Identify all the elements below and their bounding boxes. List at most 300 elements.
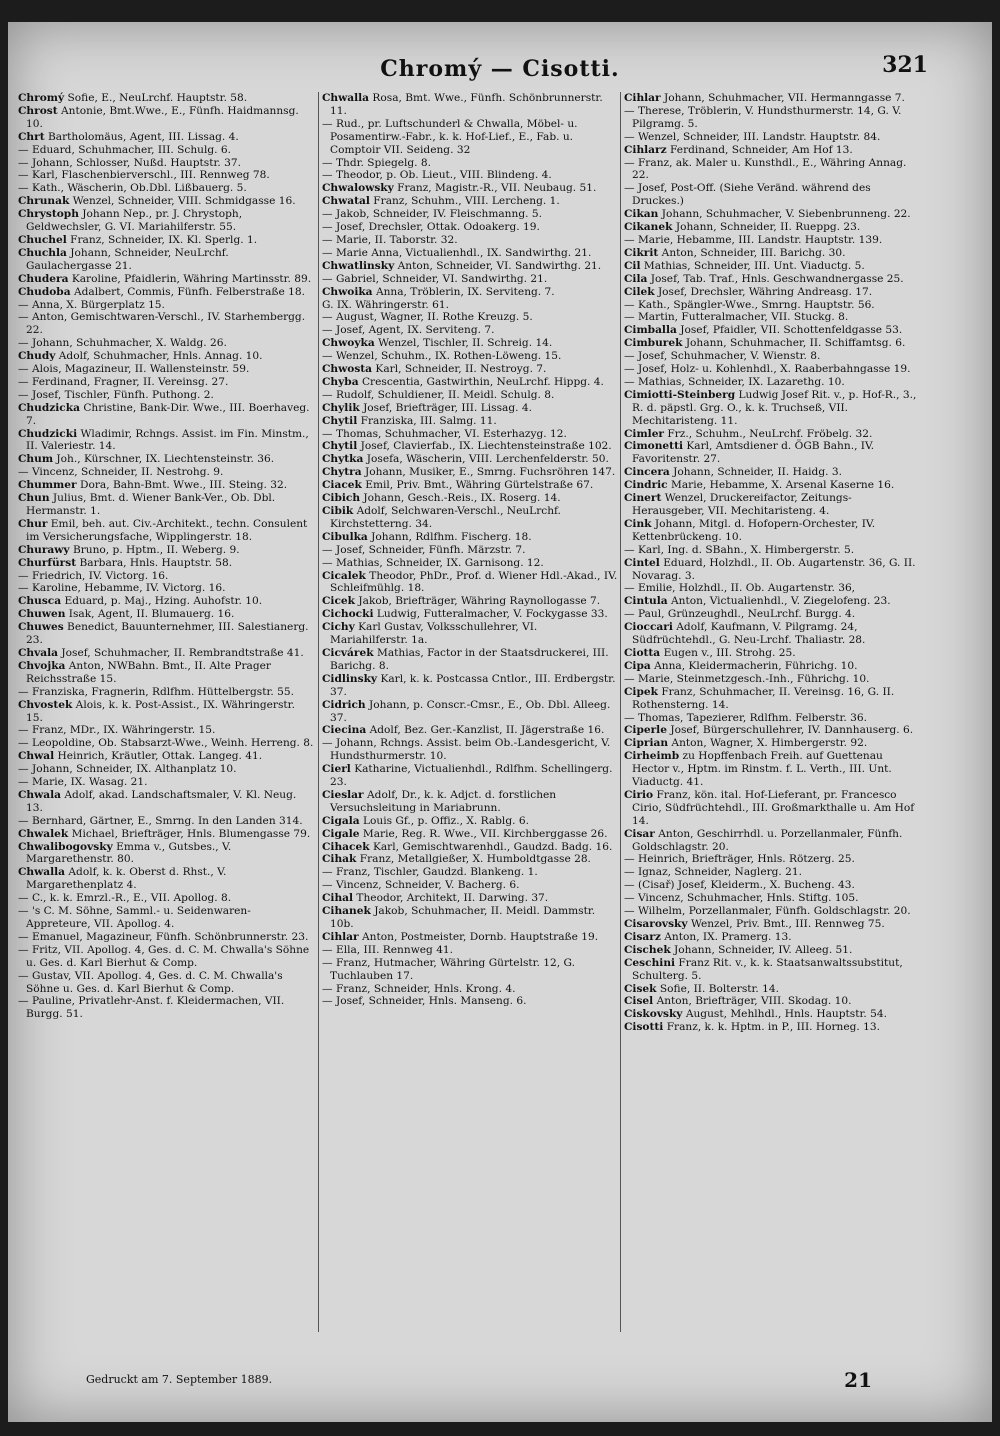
entry-details: zu Hopffenbach Freih. auf Guettenau Hector v., Hptm. im Rinstm. f. L. Verth., III. Unt. Viaductg. 41.: [632, 750, 892, 789]
entry-details: — Mathias, Schneider, IX. Garnisong. 12.: [322, 556, 544, 569]
entry-details: Adolf, Schuhmacher, Hnls. Annag. 10.: [58, 350, 263, 363]
directory-entry: [322, 853, 618, 866]
directory-entry: [624, 208, 920, 221]
directory-entry: [322, 892, 618, 905]
entry-details: — Vincenz, Schneider, II. Nestrohg. 9.: [18, 466, 224, 479]
directory-entry: [624, 363, 920, 376]
entry-details: Johann, Gesch.-Reis., IX. Roserg. 14.: [363, 492, 561, 505]
entry-surname: Cihak: [322, 853, 357, 866]
directory-entry: [18, 841, 314, 867]
entry-details: Eduard, p. Maj., Hzing. Auhofstr. 10.: [64, 595, 263, 608]
entry-surname: Cintel: [624, 556, 660, 569]
directory-entry: [322, 466, 618, 479]
entry-surname: Cimburek: [624, 337, 683, 350]
entry-surname: Chytil: [322, 440, 358, 453]
entry-surname: Cibik: [322, 505, 354, 517]
directory-entry: [624, 324, 920, 337]
directory-entry: [624, 492, 920, 518]
entry-details: — Kath., Wäscherin, Ob.Dbl. Lißbauerg. 5.: [18, 182, 247, 195]
entry-details: — Thomas, Tapezierer, Rdlfhm. Felberstr. 36.: [624, 711, 867, 724]
directory-entry: [18, 492, 314, 518]
directory-entry: [18, 789, 314, 815]
entry-surname: Chwoyka: [322, 337, 375, 350]
directory-entry: [322, 957, 618, 983]
directory-entry: [624, 428, 920, 441]
directory-entry: [624, 544, 920, 557]
entry-details: — Anton, Gemischtwaren-Verschl., IV. Starhembergg. 22.: [18, 311, 306, 337]
entry-details: G. IX. Währingerstr. 61.: [322, 298, 449, 311]
entry-details: — Marie, Steinmetzgesch.-Inh., Führichg. 10.: [624, 672, 870, 685]
entry-details: — Alois, Magazineur, II. Wallensteinstr. 59.: [18, 363, 250, 376]
entry-surname: Cila: [624, 272, 648, 285]
directory-entry: [18, 453, 314, 466]
directory-entry: [18, 647, 314, 660]
entry-surname: Chudzicki: [18, 427, 78, 440]
entry-surname: Cimonetti: [624, 440, 683, 453]
entry-details: — Josef, Agent, IX. Serviteng. 7.: [322, 324, 495, 337]
directory-entry: [624, 866, 920, 879]
entry-details: Adolf, Dr., k. k. Adjct. d. forstlichen Versuchsleitung in Mariabrunn.: [330, 788, 557, 814]
directory-entry: [322, 479, 618, 492]
directory-entry: [322, 299, 618, 312]
directory-entry: [18, 866, 314, 892]
directory-entry: [18, 299, 314, 312]
entry-surname: Cipek: [624, 685, 658, 698]
directory-entry: [322, 453, 618, 466]
entry-details: — Josef, Holz- u. Kohlenhdl., X. Raaberbahngasse 19.: [624, 363, 911, 376]
directory-entry: [18, 234, 314, 247]
entry-details: — Gabriel, Schneider, VI. Sandwirthg. 21.: [322, 272, 548, 285]
entry-details: — Rud., pr. Luftschunderl & Chwalla, Möbel- u. Posamentirw.-Fabr., k. k. Hof-Lief., E., Fab. u. Comptoir VII. Seideng. 32: [322, 117, 578, 156]
directory-entry: [322, 157, 618, 170]
entry-details: Benedict, Bauunternehmer, III. Salestianerg. 23.: [26, 621, 309, 647]
entry-surname: Ciecina: [322, 724, 367, 737]
directory-entry: [18, 286, 314, 299]
directory-entry: [18, 544, 314, 557]
directory-entry: [322, 608, 618, 621]
entry-details: — Karl, Ing. d. SBahn., X. Himbergerstr. 5.: [624, 543, 855, 556]
entry-details: Louis Gf., p. Offiz., X. Rablg. 6.: [363, 814, 529, 827]
entry-details: Franz Rit. v., k. k. Staatsanwaltssubstitut, Schulterg. 5.: [632, 956, 903, 982]
entry-details: — Vincenz, Schneider, V. Bacherg. 6.: [322, 879, 520, 892]
entry-surname: Cikanek: [624, 221, 673, 234]
directory-entry: [18, 363, 314, 376]
entry-details: Wenzel, Priv. Bmt., III. Rennweg 75.: [690, 918, 885, 930]
entry-details: — Paul, Grünzeughdl., NeuLrchf. Burgg. 4.: [624, 608, 856, 621]
entry-details: Dora, Bahn-Bmt. Wwe., III. Steing. 32.: [79, 479, 288, 492]
directory-entry: [624, 299, 920, 312]
directory-entry: [18, 337, 314, 350]
entry-surname: Chwalla: [18, 866, 66, 879]
directory-entry: [18, 621, 314, 647]
entry-surname: Cicek: [322, 595, 355, 608]
entry-surname: Chusca: [18, 595, 62, 608]
entry-surname: Cihlar: [624, 92, 661, 104]
directory-entry: [322, 273, 618, 286]
entry-surname: Cisarovsky: [624, 918, 688, 930]
entry-surname: Cipa: [624, 659, 651, 672]
entry-surname: Cikrit: [624, 246, 659, 259]
directory-entry: [624, 311, 920, 324]
column-3: [624, 92, 920, 1342]
directory-entry: [18, 208, 314, 234]
directory-entry: [322, 931, 618, 944]
directory-entry: [624, 273, 920, 286]
entry-details: Franz, Schuhm., VIII. Lercheng. 1.: [373, 195, 560, 208]
entry-details: Mathias, Schneider, III. Unt. Viaductg. 5.: [643, 259, 865, 272]
entry-details: Ludwig Josef Rit. v., p. Hof-R., 3., R. d. päpstl. Grg. O., k. k. Truchseß, VII. Mechitaristeng. 11.: [632, 388, 917, 427]
directory-entry: [322, 415, 618, 428]
entry-surname: Cischek: [624, 943, 671, 956]
entry-details: — Thomas, Schuhmacher, VI. Esterhazyg. 12.: [322, 427, 567, 440]
entry-details: — Marie, Hebamme, III. Landstr. Hauptstr. 139.: [624, 233, 883, 246]
entry-surname: Cimiotti-Steinberg: [624, 388, 736, 401]
entry-details: Anton, Wagner, X. Himbergerstr. 92.: [671, 737, 868, 750]
entry-surname: Cimler: [624, 427, 665, 440]
directory-entry: [624, 905, 920, 918]
entry-details: Adolf, Bez. Ger.-Kanzlist, II. Jägerstraße 16.: [369, 724, 605, 737]
entry-details: Franz, Schneider, IX. Kl. Sperlg. 1.: [70, 233, 258, 246]
entry-details: Johann, p. Conscr.-Cmsr., E., Ob. Dbl. Alleeg. 37.: [330, 698, 611, 724]
entry-details: — Emanuel, Magazineur, Fünfh. Schönbrunnerstr. 23.: [18, 930, 309, 943]
directory-entry: [322, 260, 618, 273]
entry-surname: Chwala: [18, 788, 62, 801]
entry-details: Ferdinand, Schneider, Am Hof 13.: [670, 143, 853, 156]
directory-entry: [18, 350, 314, 363]
entry-surname: Cihacek: [322, 840, 370, 853]
entry-details: Bartholomäus, Agent, III. Lissag. 4.: [47, 130, 239, 143]
entry-details: Johann, Musiker, E., Smrng. Fuchsröhren 147.: [365, 466, 616, 479]
entry-surname: Cihanek: [322, 905, 371, 918]
entry-details: — Johann, Schuhmacher, X. Waldg. 26.: [18, 337, 227, 350]
directory-entry: [18, 750, 314, 763]
entry-details: Barbara, Hnls. Hauptstr. 58.: [79, 556, 233, 569]
entry-surname: Cirheimb: [624, 750, 680, 763]
entry-details: August, Mehlhdl., Hnls. Hauptstr. 54.: [685, 1008, 887, 1021]
entry-details: — Franz, Tischler, Gaudzd. Blankeng. 1.: [322, 866, 538, 879]
directory-entry: [322, 763, 618, 789]
entry-details: — Leopoldine, Ob. Stabsarzt-Wwe., Weinh. Herreng. 8.: [18, 737, 314, 750]
entry-surname: Chwal: [18, 750, 55, 763]
directory-entry: [18, 724, 314, 737]
directory-entry: [624, 557, 920, 583]
entry-details: Karoline, Pfaidlerin, Währing Martinsstr. 89.: [71, 272, 312, 285]
entry-details: — Franz, Hutmacher, Währing Gürtelstr. 12, G. Tuchlauben 17.: [322, 956, 575, 982]
entry-surname: Chum: [18, 453, 54, 466]
directory-entry: [624, 1021, 920, 1034]
entry-details: — August, Wagner, II. Rothe Kreuzg. 5.: [322, 311, 533, 324]
entry-surname: Ciskovsky: [624, 1008, 683, 1021]
entry-details: Isak, Agent, II. Blumauerg. 16.: [68, 608, 235, 621]
entry-details: Johann, Rdlfhm. Fischerg. 18.: [371, 530, 532, 543]
entry-details: Joh., Kürschner, IX. Liechtensteinstr. 36.: [56, 453, 275, 466]
directory-entry: [18, 479, 314, 492]
entry-details: Christine, Bank-Dir. Wwe., III. Boerhaveg. 7.: [26, 401, 310, 427]
entry-surname: Chyba: [322, 375, 359, 388]
entry-details: Johann, Schneider, IV. Alleeg. 51.: [674, 943, 853, 956]
directory-entry: [18, 763, 314, 776]
directory-entry: [322, 841, 618, 854]
entry-surname: Chrost: [18, 104, 58, 117]
entry-details: Johann, Schuhmacher, VII. Hermanngasse 7.: [664, 92, 905, 104]
entry-details: Josef, Drechsler, Währing Andreasg. 17.: [657, 285, 873, 298]
directory-entry: [322, 376, 618, 389]
page-number: 321: [882, 52, 928, 78]
entry-details: Franz, Metallgießer, X. Humboldtgasse 28.: [359, 853, 591, 866]
entry-details: Anton, Briefträger, VIII. Skodag. 10.: [656, 995, 852, 1008]
directory-entry: [322, 92, 618, 118]
directory-entry: [322, 247, 618, 260]
directory-entry: [322, 208, 618, 221]
entry-details: Anton, Schneider, VI. Sandwirthg. 21.: [397, 259, 602, 272]
entry-surname: Ciperle: [624, 724, 667, 737]
entry-details: Crescentia, Gastwirthin, NeuLrchf. Hippg. 4.: [361, 375, 604, 388]
entry-details: Franz, Magistr.-R., VII. Neubaug. 51.: [397, 182, 597, 195]
entry-surname: Cicalek: [322, 569, 366, 582]
directory-entry: [18, 737, 314, 750]
entry-details: — Wenzel, Schneider, III. Landstr. Hauptstr. 84.: [624, 130, 881, 143]
entry-details: Emil, beh. aut. Civ.-Architekt., techn. Consulent im Versicherungsfache, Wipplingerstr. 18.: [26, 517, 308, 543]
entry-details: Josef, Bürgerschullehrer, IV. Dannhauserg. 6.: [670, 724, 914, 737]
entry-surname: Cimballa: [624, 324, 677, 337]
directory-entry: [624, 750, 920, 789]
entry-details: — Franziska, Fragnerin, Rdlfhm. Hüttelbergstr. 55.: [18, 685, 294, 698]
directory-entry: [624, 337, 920, 350]
directory-entry: [624, 479, 920, 492]
entry-surname: Cigala: [322, 814, 360, 827]
directory-entry: [624, 376, 920, 389]
directory-entry: [322, 944, 618, 957]
entry-details: Karl, Amtsdiener d. ÖGB Bahn., IV. Favoritenstr. 27.: [632, 440, 875, 466]
directory-entry: [322, 866, 618, 879]
directory-entry: [322, 557, 618, 570]
entry-details: — Vincenz, Schuhmacher, Hnls. Stiftg. 105.: [624, 892, 859, 905]
directory-entry: [624, 892, 920, 905]
signature-mark: 21: [844, 1368, 872, 1392]
entry-details: — Ferdinand, Fragner, II. Vereinsg. 27.: [18, 375, 229, 388]
column-rule: [620, 92, 621, 1332]
entry-surname: Chvojka: [18, 659, 66, 672]
entry-details: — Fritz, VII. Apollog. 4, Ges. d. C. M. Chwalla's Söhne u. Ges. d. Karl Bierhut & Comp.: [18, 943, 310, 969]
entry-details: Ludwig, Futteralmacher, V. Fockygasse 33.: [376, 608, 608, 621]
entry-details: — Martin, Futteralmacher, VII. Stuckg. 8.: [624, 311, 849, 324]
entry-details: Josef, Pfaidler, VII. Schottenfeldgasse 53.: [680, 324, 903, 337]
entry-details: Theodor, Architekt, II. Darwing. 37.: [356, 892, 549, 905]
directory-entry: [624, 983, 920, 996]
entry-surname: Cichocki: [322, 608, 374, 621]
directory-entry: [624, 737, 920, 750]
entry-surname: Chwalibogovsky: [18, 840, 113, 853]
print-date: Gedruckt am 7. September 1889.: [86, 1373, 273, 1386]
entry-details: — Mathias, Schneider, IX. Lazarethg. 10.: [624, 375, 845, 388]
entry-surname: Cihlarz: [624, 143, 667, 156]
directory-entry: [18, 195, 314, 208]
directory-entry: [624, 105, 920, 131]
entry-details: Johann, Schuhmacher, II. Schiffamtsg. 6.: [685, 337, 906, 350]
directory-entry: [18, 931, 314, 944]
entry-details: Marie, Reg. R. Wwe., VII. Kirchberggasse 26.: [362, 827, 608, 840]
entry-details: Josef, Tab. Traf., Hnls. Geschwandnergasse 25.: [650, 272, 904, 285]
entry-details: Michael, Briefträger, Hnls. Blumengasse 79.: [71, 827, 311, 840]
entry-details: Anton, Geschirrhdl. u. Porzellanmaler, Fünfh. Goldschlagstr. 20.: [632, 827, 903, 853]
entry-surname: Cirio: [624, 788, 654, 801]
entry-details: Anton, NWBahn. Bmt., II. Alte Prager Reichsstraße 15.: [26, 659, 271, 685]
directory-entry: [322, 234, 618, 247]
entry-details: Anna, Tröblerin, IX. Serviteng. 7.: [375, 285, 555, 298]
entry-details: Johann, Schneider, II. Rueppg. 23.: [675, 221, 861, 234]
entry-details: — Wilhelm, Porzellanmaler, Fünfh. Goldschlagstr. 20.: [624, 905, 911, 918]
entry-surname: Chuchla: [18, 246, 67, 259]
directory-entry: [322, 570, 618, 596]
entry-details: Franz, Schuhmacher, II. Vereinsg. 16, G. II. Rothensterng. 14.: [632, 685, 895, 711]
directory-entry: [18, 582, 314, 595]
directory-entry: [322, 815, 618, 828]
entry-details: — Josef, Tischler, Fünfh. Puthong. 2.: [18, 388, 214, 401]
running-head: Chromý — Cisotti.: [380, 56, 620, 82]
entry-details: Josef, Briefträger, III. Lissag. 4.: [363, 401, 532, 414]
entry-details: Marie, Hebamme, X. Arsenal Kaserne 16.: [671, 479, 895, 492]
entry-surname: Chvostek: [18, 698, 73, 711]
directory-entry: [322, 724, 618, 737]
entry-surname: Cisel: [624, 995, 654, 1008]
entry-surname: Chwalla: [322, 92, 370, 104]
entry-surname: Chytil: [322, 414, 358, 427]
entry-details: Franziska, III. Salmg. 11.: [360, 414, 497, 427]
entry-details: Johann, Schneider, NeuLrchf. Gaulachergasse 21.: [26, 246, 229, 272]
directory-entry: [18, 182, 314, 195]
entry-surname: Chudera: [18, 272, 69, 285]
directory-entry: [18, 518, 314, 544]
directory-entry: [18, 776, 314, 789]
directory-entry: [18, 105, 314, 131]
directory-entry: [18, 466, 314, 479]
entry-details: Wladimir, Rchngs. Assist. im Fin. Minstm., II. Valeriestr. 14.: [26, 427, 309, 453]
directory-entry: [322, 118, 618, 157]
entry-surname: Cihlar: [322, 930, 359, 943]
entry-details: — Gustav, VII. Apollog. 4, Ges. d. C. M. Chwalla's Söhne u. Ges. d. Karl Bierhut & Comp.: [18, 969, 283, 995]
directory-entry: [322, 505, 618, 531]
entry-details: Katharine, Victualienhdl., Rdlfhm. Schellingerg. 23.: [330, 763, 613, 789]
directory-entry: [624, 879, 920, 892]
entry-surname: Cindric: [624, 479, 668, 492]
directory-entry: [624, 595, 920, 608]
entry-details: — Ignaz, Schneider, Naglerg. 21.: [624, 866, 803, 879]
directory-entry: [322, 440, 618, 453]
entry-surname: Chun: [18, 492, 50, 505]
directory-entry: [322, 983, 618, 996]
directory-entry: [624, 440, 920, 466]
directory-entry: [624, 828, 920, 854]
entry-details: Eugen v., III. Strohg. 25.: [663, 646, 796, 659]
directory-entry: [624, 957, 920, 983]
directory-entry: [624, 518, 920, 544]
directory-entry: [624, 131, 920, 144]
entry-surname: Chwoika: [322, 285, 373, 298]
entry-surname: Chytka: [322, 453, 364, 466]
directory-entry: [624, 389, 920, 428]
entry-surname: Cil: [624, 259, 641, 272]
directory-entry: [18, 311, 314, 337]
directory-entry: [624, 673, 920, 686]
directory-entry: [18, 570, 314, 583]
entry-details: Wenzel, Druckereifactor, Zeitungs-Herausgeber, VII. Mechitaristeng. 4.: [632, 492, 852, 517]
entry-surname: Cichy: [322, 621, 355, 634]
entry-details: — Kath., Spängler-Wwe., Smrng. Hauptstr. 56.: [624, 298, 875, 311]
entry-details: — Josef, Schuhmacher, V. Wienstr. 8.: [624, 350, 821, 363]
directory-entry: [18, 660, 314, 686]
directory-entry: [322, 544, 618, 557]
directory-entry: [624, 724, 920, 737]
entry-details: Johann, Mitgl. d. Hofopern-Orchester, IV. Kettenbrückeng. 10.: [632, 517, 876, 543]
entry-surname: Chwatlinsky: [322, 259, 395, 272]
entry-details: Frz., Schuhm., NeuLrchf. Fröbelg. 32.: [667, 427, 873, 440]
entry-details: Jakob, Schuhmacher, II. Meidl. Dammstr. 10b.: [330, 905, 596, 930]
entry-surname: Cinert: [624, 492, 662, 505]
entry-surname: Cilek: [624, 285, 655, 298]
directory-entry: [18, 995, 314, 1021]
entry-details: — Eduard, Schuhmacher, III. Schulg. 6.: [18, 143, 232, 156]
entry-surname: Chrt: [18, 130, 45, 143]
entry-surname: Chuwes: [18, 621, 64, 634]
directory-entry: [18, 699, 314, 725]
entry-surname: Chudzicka: [18, 401, 80, 414]
entry-details: Adolf, Kaufmann, V. Pilgramg. 24, Südfrüchtehdl., G. Neu-Lrchf. Thaliastr. 28.: [632, 621, 866, 647]
entry-details: — Johann, Rchngs. Assist. beim Ob.-Landesgericht, V. Hundsthurmerstr. 10.: [322, 737, 611, 763]
entry-details: Anton, Postmeister, Dornb. Hauptstraße 19.: [362, 930, 599, 943]
entry-surname: Cigale: [322, 827, 360, 840]
directory-entry: [322, 595, 618, 608]
entry-surname: Churfürst: [18, 556, 77, 569]
entry-details: — Franz, ak. Maler u. Kunsthdl., E., Währing Annag. 22.: [624, 156, 907, 182]
directory-entry: [322, 324, 618, 337]
directory-entry: [624, 466, 920, 479]
entry-details: Johann, Schneider, II. Haidg. 3.: [673, 466, 842, 479]
entry-surname: Churawy: [18, 543, 70, 556]
entry-details: Theodor, PhDr., Prof. d. Wiener Hdl.-Akad., IV. Schleifmühlg. 18.: [330, 569, 618, 595]
entry-surname: Chwosta: [322, 363, 373, 376]
directory-entry: [624, 286, 920, 299]
directory-entry: [624, 1008, 920, 1021]
entry-details: Anna, Kleidermacherin, Führichg. 10.: [654, 659, 858, 672]
entry-surname: Cisek: [624, 982, 657, 995]
entry-surname: Chur: [18, 517, 48, 530]
entry-surname: Cisotti: [624, 1021, 664, 1034]
directory-entry: [322, 389, 618, 402]
entry-surname: Cibich: [322, 492, 361, 505]
entry-details: Adalbert, Commis, Fünfh. Felberstraße 18.: [73, 285, 305, 298]
entry-details: Mathias, Factor in der Staatsdruckerei, III. Barichg. 8.: [330, 646, 609, 672]
entry-details: Johann Nep., pr. J. Chrystoph, Geldwechsler, G. VI. Mariahilferstr. 55.: [26, 208, 243, 234]
directory-entry: [322, 905, 618, 931]
directory-entry: [624, 647, 920, 660]
entry-details: — Anna, X. Bürgerplatz 15.: [18, 298, 165, 311]
entry-details: — Friedrich, IV. Victorg. 16.: [18, 569, 169, 582]
entry-details: Franz, k. k. Hptm. in P., III. Horneg. 13.: [666, 1021, 881, 1034]
entry-details: — Emilie, Holzhdl., II. Ob. Augartenstr. 36,: [624, 582, 856, 595]
entry-details: Julius, Bmt. d. Wiener Bank-Ver., Ob. Dbl. Hermanstr. 1.: [26, 492, 276, 517]
directory-entry: [624, 144, 920, 157]
entry-details: — Pauline, Privatlehr-Anst. f. Kleidermachen, VII. Burgg. 51.: [18, 995, 285, 1021]
directory-entry: [624, 182, 920, 208]
entry-details: Eduard, Holzhdl., II. Ob. Augartenstr. 36, G. II. Novarag. 3.: [632, 556, 916, 582]
directory-entry: [18, 157, 314, 170]
entry-surname: Cihal: [322, 892, 354, 905]
entry-details: — Theodor, p. Ob. Lieut., VIII. Blindeng. 4.: [322, 169, 552, 182]
entry-surname: Cierl: [322, 763, 351, 776]
directory-entry: [322, 531, 618, 544]
entry-surname: Chvala: [18, 646, 59, 659]
entry-surname: Cikan: [624, 208, 659, 221]
